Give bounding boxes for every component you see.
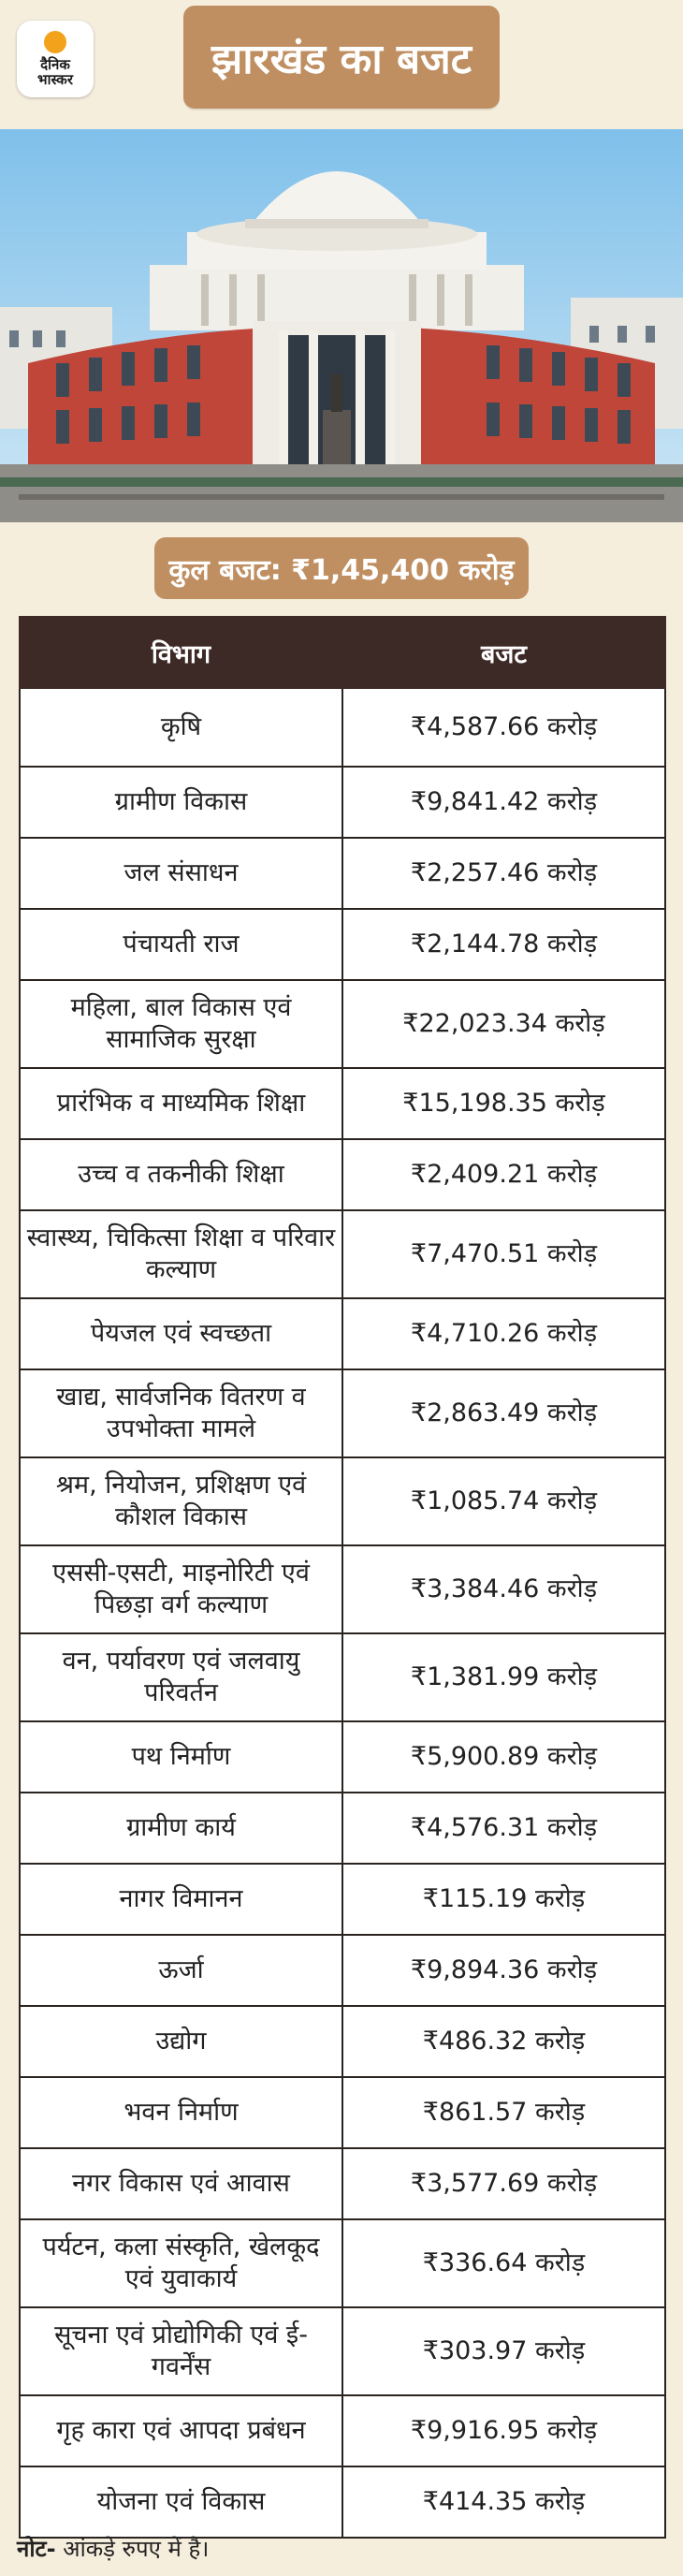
department-cell: पेयजल एवं स्वच्छता xyxy=(20,1298,342,1369)
budget-cell: ₹2,409.21 करोड़ xyxy=(342,1139,665,1210)
budget-cell: ₹5,900.89 करोड़ xyxy=(342,1721,665,1793)
budget-cell: ₹22,023.34 करोड़ xyxy=(342,980,665,1068)
budget-cell: ₹2,863.49 करोड़ xyxy=(342,1369,665,1457)
table-row xyxy=(20,980,665,1068)
footnote xyxy=(17,2533,209,2564)
budget-cell: ₹2,257.46 करोड़ xyxy=(342,838,665,909)
table-row xyxy=(20,1935,665,2006)
budget-cell: ₹1,381.99 करोड़ xyxy=(342,1633,665,1721)
budget-table xyxy=(19,616,666,2539)
title-banner xyxy=(183,6,500,109)
department-cell: नगर विकास एवं आवास xyxy=(20,2148,342,2219)
budget-cell: ₹486.32 करोड़ xyxy=(342,2006,665,2077)
budget-cell: ₹4,710.26 करोड़ xyxy=(342,1298,665,1369)
header-budget: बजट xyxy=(342,617,665,688)
budget-cell: ₹15,198.35 करोड़ xyxy=(342,1068,665,1139)
department-cell: पंचायती राज xyxy=(20,909,342,980)
table-header-row xyxy=(20,617,665,688)
department-cell: महिला, बाल विकास एवं सामाजिक सुरक्षा xyxy=(20,980,342,1068)
department-cell: वन, पर्यावरण एवं जलवायु परिवर्तन xyxy=(20,1633,342,1721)
budget-cell: ₹303.97 करोड़ xyxy=(342,2307,665,2395)
department-cell: उद्योग xyxy=(20,2006,342,2077)
table-row xyxy=(20,1139,665,1210)
table-row xyxy=(20,2395,665,2466)
department-cell: श्रम, नियोजन, प्रशिक्षण एवं कौशल विकास xyxy=(20,1457,342,1545)
table-row xyxy=(20,1864,665,1935)
table-row xyxy=(20,767,665,838)
department-cell: प्रारंभिक व माध्यमिक शिक्षा xyxy=(20,1068,342,1139)
department-cell: गृह कारा एवं आपदा प्रबंधन xyxy=(20,2395,342,2466)
total-budget-text: कुल बजट: ₹1,45,400 करोड़ xyxy=(168,553,515,587)
budget-cell: ₹1,085.74 करोड़ xyxy=(342,1457,665,1545)
department-cell: कृषि xyxy=(20,688,342,767)
department-cell: खाद्य, सार्वजनिक वितरण व उपभोक्ता मामले xyxy=(20,1369,342,1457)
table-row xyxy=(20,1457,665,1545)
sun-icon xyxy=(44,31,66,53)
budget-cell: ₹9,841.42 करोड़ xyxy=(342,767,665,838)
department-cell: सूचना एवं प्रोद्योगिकी एवं ई-गवर्नेंस xyxy=(20,2307,342,2395)
table-body xyxy=(20,688,665,2538)
table-row xyxy=(20,688,665,767)
header-department: विभाग xyxy=(20,617,342,688)
budget-cell: ₹9,916.95 करोड़ xyxy=(342,2395,665,2466)
table-row xyxy=(20,2006,665,2077)
table-row xyxy=(20,2307,665,2395)
table-row xyxy=(20,1068,665,1139)
department-cell: भवन निर्माण xyxy=(20,2077,342,2148)
budget-cell: ₹414.35 करोड़ xyxy=(342,2466,665,2538)
budget-cell: ₹861.57 करोड़ xyxy=(342,2077,665,2148)
department-cell: स्वास्थ्य, चिकित्सा शिक्षा व परिवार कल्याण xyxy=(20,1210,342,1298)
table-row xyxy=(20,1369,665,1457)
table-row xyxy=(20,2219,665,2307)
table-row xyxy=(20,1545,665,1633)
department-cell: ऊर्जा xyxy=(20,1935,342,2006)
table-row xyxy=(20,1210,665,1298)
department-cell: जल संसाधन xyxy=(20,838,342,909)
table-row xyxy=(20,909,665,980)
budget-cell: ₹2,144.78 करोड़ xyxy=(342,909,665,980)
table-row xyxy=(20,1793,665,1864)
dainik-bhaskar-logo xyxy=(17,21,94,97)
department-cell: एससी-एसटी, माइनोरिटी एवं पिछड़ा वर्ग कल्याण xyxy=(20,1545,342,1633)
budget-cell: ₹115.19 करोड़ xyxy=(342,1864,665,1935)
table-row xyxy=(20,1721,665,1793)
table-row xyxy=(20,2077,665,2148)
department-cell: ग्रामीण कार्य xyxy=(20,1793,342,1864)
budget-cell: ₹4,576.31 करोड़ xyxy=(342,1793,665,1864)
budget-cell: ₹336.64 करोड़ xyxy=(342,2219,665,2307)
budget-cell: ₹7,470.51 करोड़ xyxy=(342,1210,665,1298)
assembly-building-photo xyxy=(0,129,683,522)
total-budget-banner xyxy=(154,537,529,599)
department-cell: योजना एवं विकास xyxy=(20,2466,342,2538)
note-label: नोट- xyxy=(17,2536,56,2562)
page-title: झारखंड का बजट xyxy=(211,36,472,83)
table-row xyxy=(20,1633,665,1721)
logo-line-2: भास्कर xyxy=(37,71,73,88)
note-text: आंकड़े रुपए में है। xyxy=(55,2536,210,2562)
table-row xyxy=(20,838,665,909)
budget-cell: ₹9,894.36 करोड़ xyxy=(342,1935,665,2006)
department-cell: नागर विमानन xyxy=(20,1864,342,1935)
budget-cell: ₹3,384.46 करोड़ xyxy=(342,1545,665,1633)
table-row xyxy=(20,2466,665,2538)
logo-line-1: दैनिक xyxy=(40,56,70,73)
department-cell: उच्च व तकनीकी शिक्षा xyxy=(20,1139,342,1210)
department-cell: पथ निर्माण xyxy=(20,1721,342,1793)
department-cell: ग्रामीण विकास xyxy=(20,767,342,838)
building-illustration xyxy=(0,129,683,522)
table-row xyxy=(20,1298,665,1369)
budget-cell: ₹4,587.66 करोड़ xyxy=(342,688,665,767)
table-row xyxy=(20,2148,665,2219)
department-cell: पर्यटन, कला संस्कृति, खेलकूद एवं युवाकार्य xyxy=(20,2219,342,2307)
budget-cell: ₹3,577.69 करोड़ xyxy=(342,2148,665,2219)
